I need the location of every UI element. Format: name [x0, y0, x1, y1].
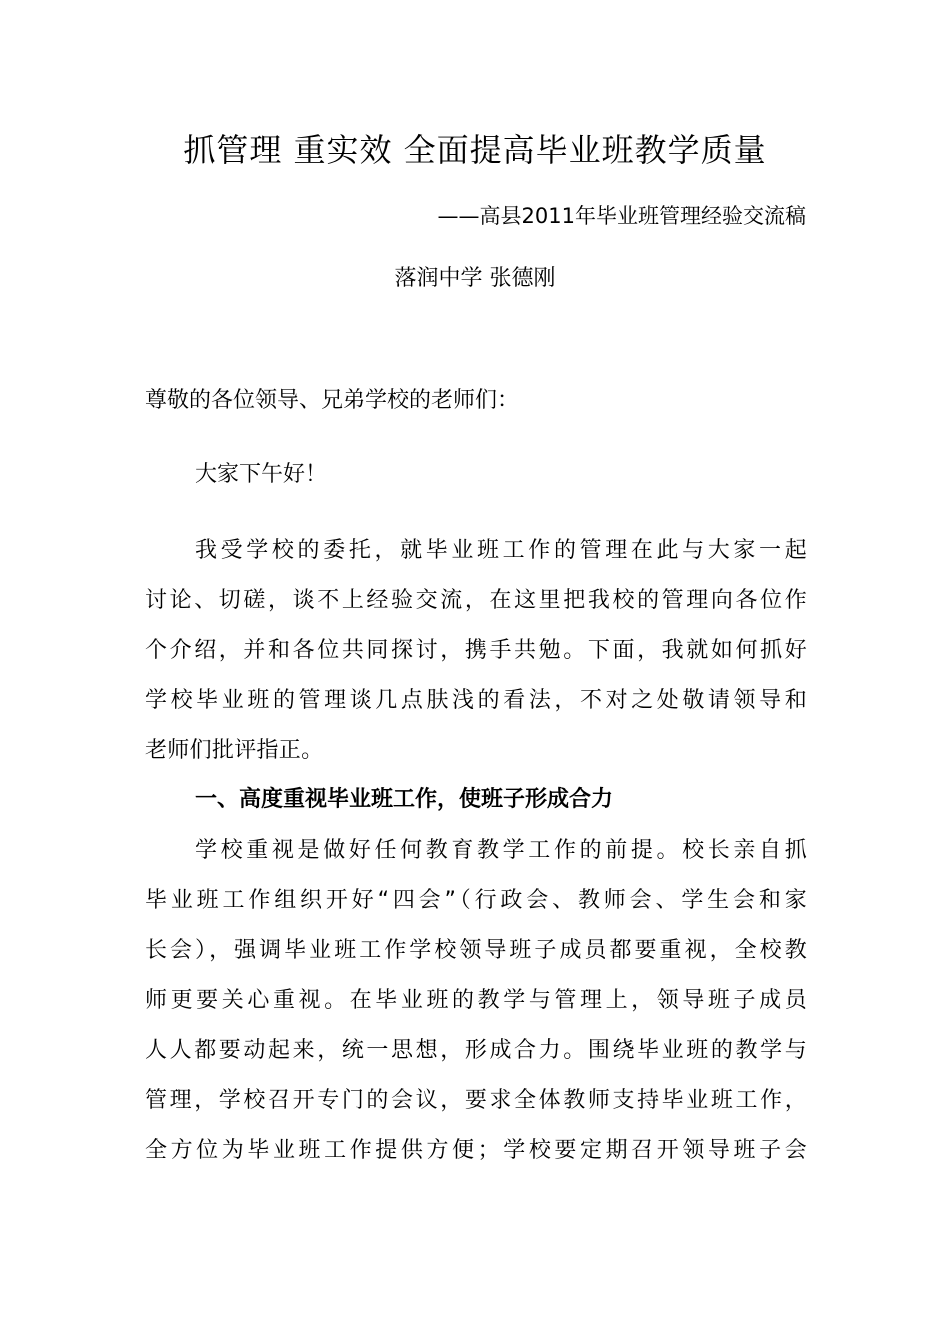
author-line: 落润中学 张德刚: [394, 266, 556, 291]
section-paragraph-line: 管理，学校召开专门的会议，要求全体教师支持毕业班工作，: [145, 1088, 807, 1113]
intro-paragraph-line: 个介绍，并和各位共同探讨，携手共勉。下面，我就如何抓好: [145, 638, 807, 663]
section-paragraph-line: 学校重视是做好任何教育教学工作的前提。校长亲自抓: [195, 838, 807, 863]
section-paragraph-line: 全方位为毕业班工作提供方便；学校要定期召开领导班子会: [145, 1138, 807, 1163]
intro-paragraph-line: 学校毕业班的管理谈几点肤浅的看法，不对之处敬请领导和: [145, 688, 807, 713]
greeting: 大家下午好！: [195, 462, 328, 487]
section-paragraph-line: 长会），强调毕业班工作学校领导班子成员都要重视，全校教: [145, 938, 807, 963]
salutation: 尊敬的各位领导、兄弟学校的老师们：: [145, 388, 520, 413]
intro-paragraph-line: 老师们批评指正。: [145, 738, 324, 763]
intro-paragraph-line: 讨论、切磋，谈不上经验交流，在这里把我校的管理向各位作: [145, 588, 807, 613]
document-subtitle: ——高县2011年毕业班管理经验交流稿: [437, 204, 806, 228]
section-paragraph-line: 人人都要动起来，统一思想，形成合力。围绕毕业班的教学与: [145, 1038, 807, 1063]
section-heading: 一、高度重视毕业班工作，使班子形成合力: [195, 787, 614, 812]
section-paragraph-line: 毕业班工作组织开好“四会”（行政会、教师会、学生会和家: [145, 888, 807, 913]
intro-paragraph-line: 我受学校的委托，就毕业班工作的管理在此与大家一起: [195, 538, 807, 563]
document-title: 抓管理 重实效 全面提高毕业班教学质量: [183, 131, 767, 169]
section-paragraph-line: 师更要关心重视。在毕业班的教学与管理上，领导班子成员: [145, 988, 807, 1013]
